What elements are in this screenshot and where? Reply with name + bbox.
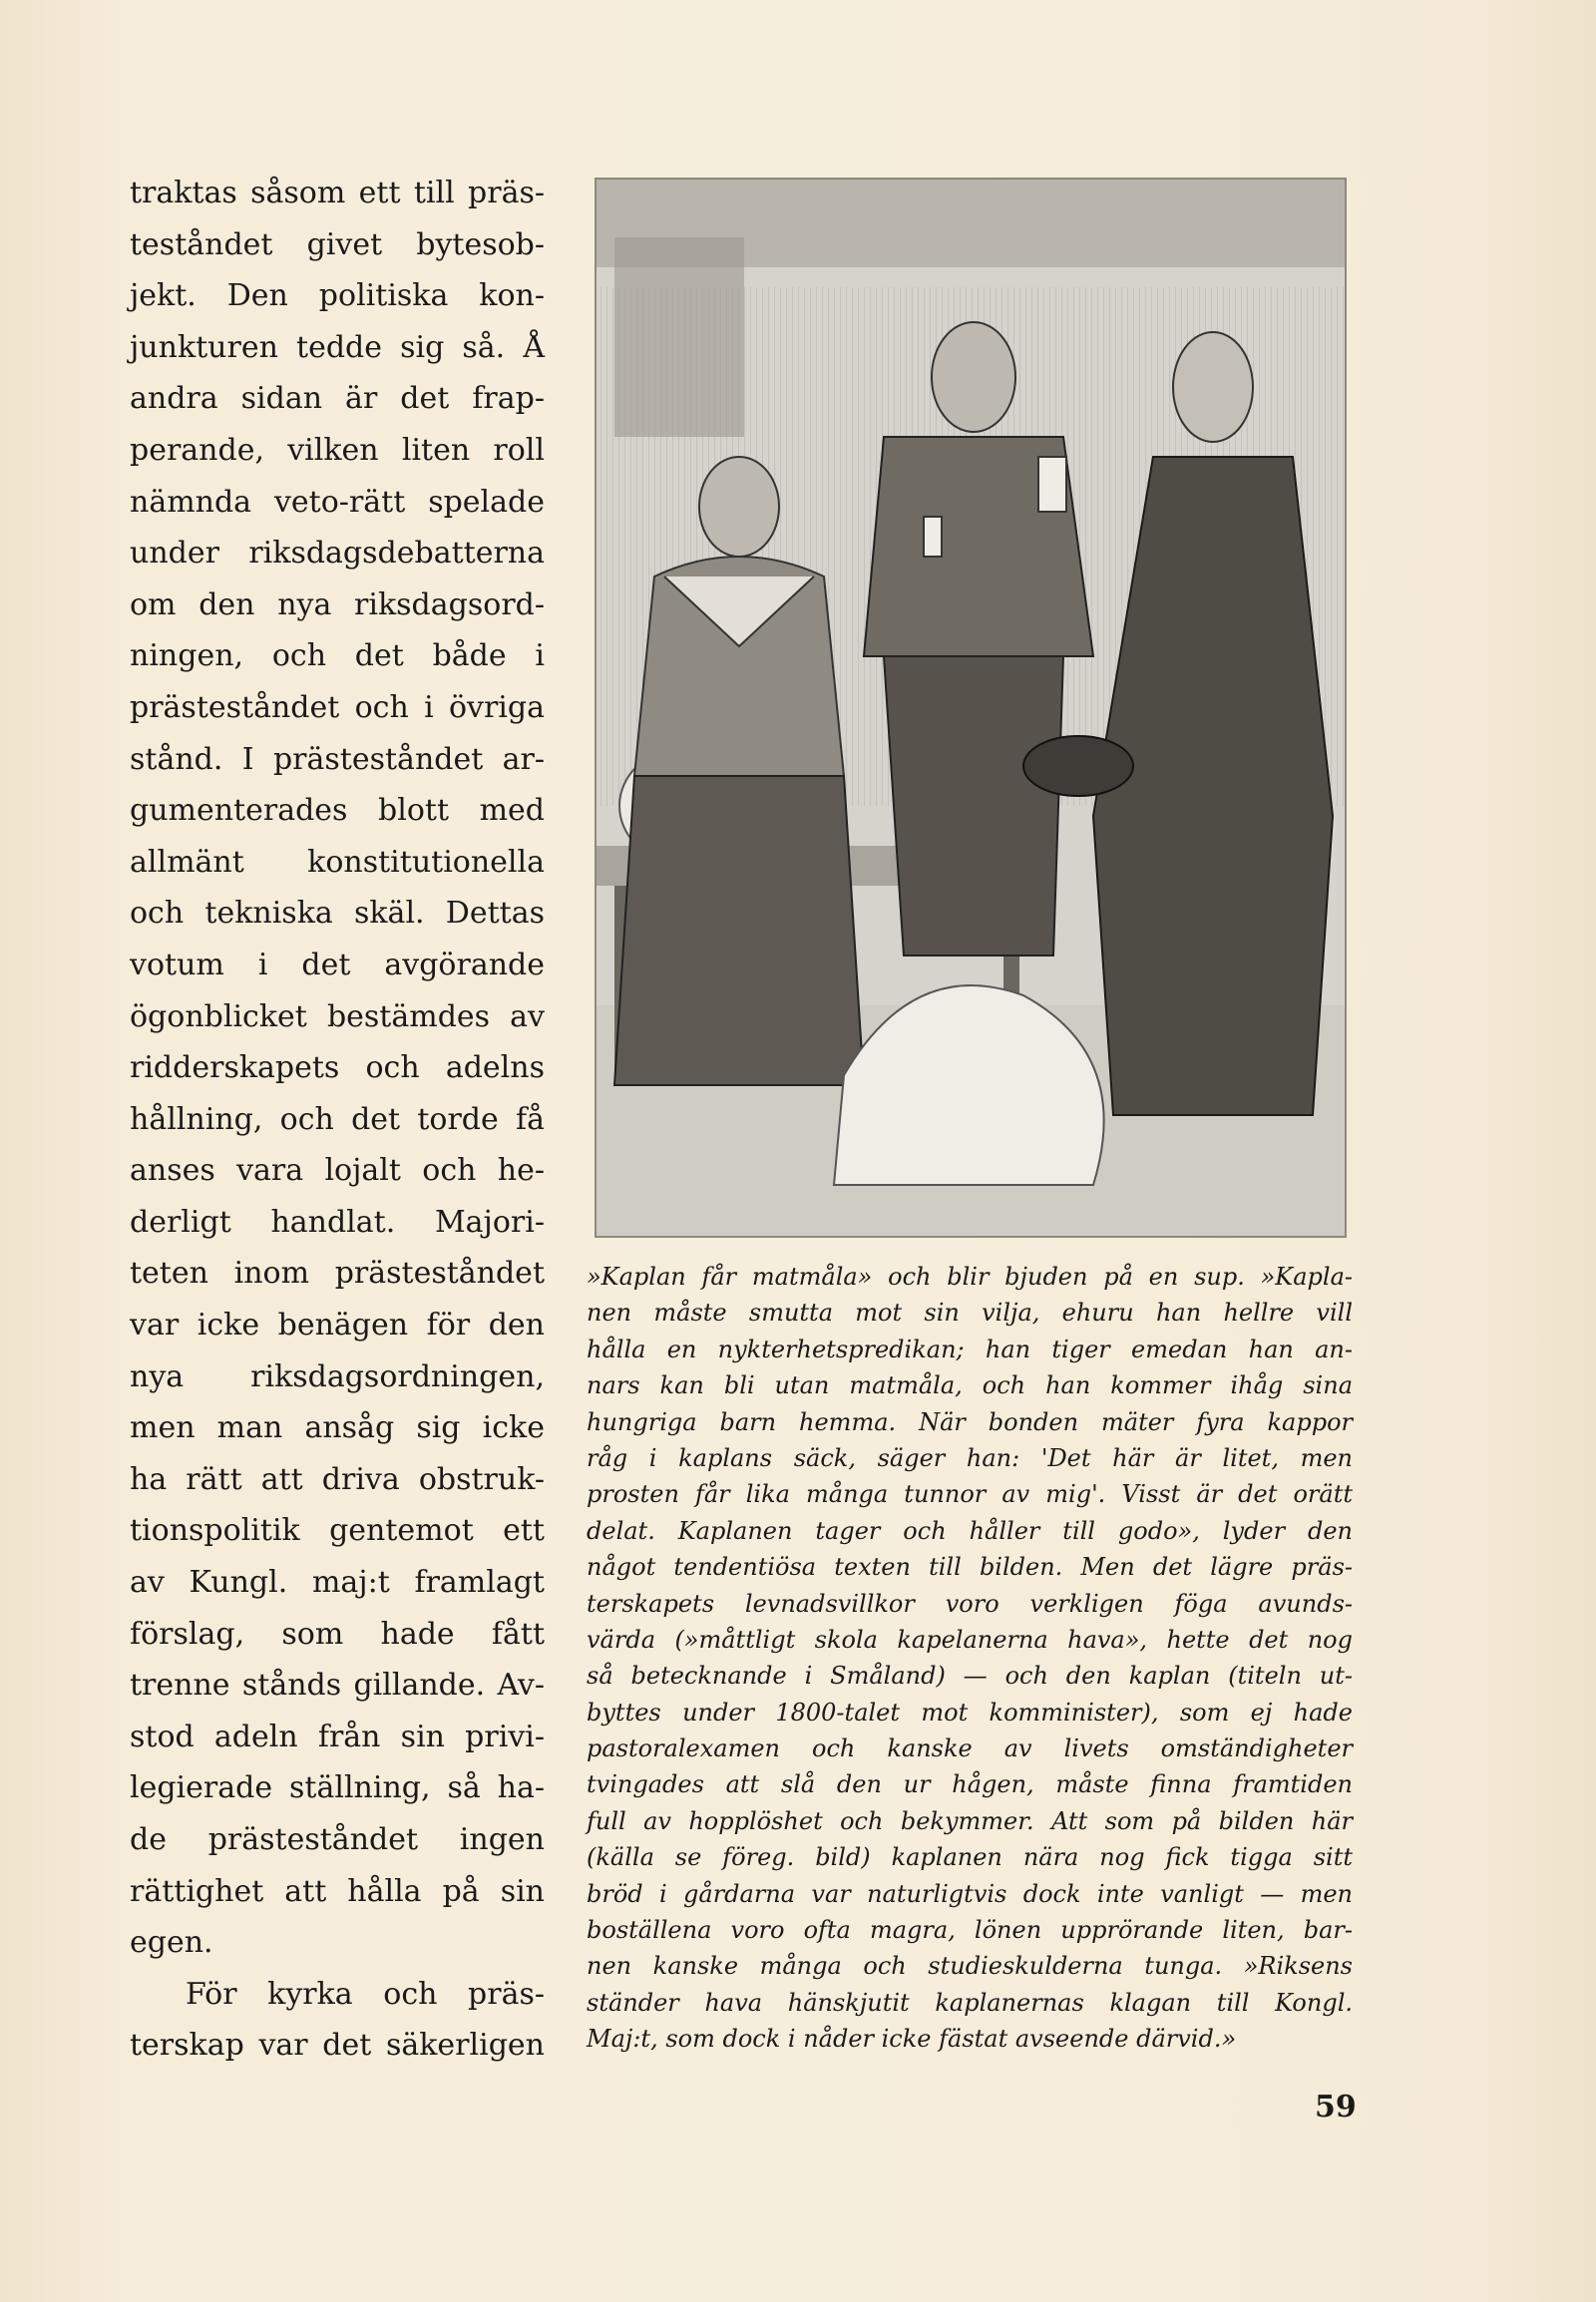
- body-line: votum i det avgörande: [130, 947, 545, 982]
- body-line: nämnda veto-rätt spelade: [130, 484, 545, 520]
- body-line: om den nya riksdagsord-: [130, 586, 545, 622]
- caption-line: delat. Kaplanen tager och håller till godo», lyder den: [587, 1516, 1353, 1545]
- body-line: under riksdagsdebatterna: [130, 536, 545, 572]
- body-line: anses vara lojalt och he-: [130, 1153, 545, 1189]
- caption-line: så betecknande i Småland) — och den kaplan (titeln ut-: [587, 1662, 1353, 1691]
- body-line: terskap var det säkerligen: [130, 2028, 545, 2064]
- body-line: junkturen tedde sig så. Å: [130, 329, 545, 365]
- caption-line: byttes under 1800-talet mot komminister), som ej hade: [587, 1698, 1353, 1726]
- body-line: andra sidan är det frap-: [130, 381, 545, 417]
- body-line: legierade ställning, så ha-: [130, 1770, 545, 1806]
- body-line: ögonblicket bestämdes av: [130, 998, 545, 1034]
- bottle: [1038, 457, 1066, 512]
- body-line: men man ansåg sig icke: [130, 1410, 545, 1446]
- caption-line: råg i kaplans säck, säger han: 'Det här är litet, men: [587, 1443, 1353, 1472]
- body-line: ningen, och det både i: [130, 638, 545, 674]
- caption-line: prosten får lika många tunnor av mig'. Visst är det orätt: [587, 1480, 1353, 1509]
- caption-line: tvingades att slå den ur hågen, måste finna framtiden: [587, 1770, 1353, 1799]
- body-line: prästeståndet och i övriga: [130, 689, 545, 725]
- body-line: perande, vilken liten roll: [130, 432, 545, 468]
- body-line: stod adeln från sin privi-: [130, 1719, 545, 1754]
- body-line: egen.: [130, 1925, 213, 1961]
- body-text-column: [130, 168, 545, 2072]
- body-line: ridderskapets och adelns: [130, 1050, 545, 1086]
- body-line: jekt. Den politiska kon-: [130, 278, 545, 314]
- caption-line: nen måste smutta mot sin vilja, ehuru han hellre vill: [587, 1299, 1353, 1328]
- body-line: rättighet att hålla på sin: [130, 1873, 545, 1909]
- hat: [1023, 736, 1133, 796]
- illustration: [595, 178, 1347, 1238]
- body-line: traktas såsom ett till präs-: [130, 176, 545, 210]
- body-line: de prästeståndet ingen: [130, 1822, 545, 1857]
- caption-line: hungriga barn hemma. När bonden mäter fyra kappor: [587, 1407, 1353, 1436]
- body-line: tionspolitik gentemot ett: [130, 1513, 545, 1549]
- caption-line: »Kaplan får matmåla» och blir bjuden på en sup. »Kapla-: [587, 1263, 1353, 1291]
- caption-line: bröd i gårdarna var naturligtvis dock inte vanligt — men: [587, 1879, 1353, 1908]
- illustration-drawing: [595, 178, 1347, 1238]
- page-number: 59: [1315, 2090, 1357, 2124]
- body-line: gumenterades blott med: [130, 793, 545, 829]
- body-line: och tekniska skäl. Dettas: [130, 896, 545, 932]
- body-line: av Kungl. maj:t framlagt: [130, 1565, 545, 1601]
- doorway: [614, 237, 744, 437]
- caption-line: värda (»måttligt skola kapelanerna hava», hette det nog: [587, 1625, 1353, 1654]
- caption-line: något tendentiösa texten till bilden. Men det lägre präs-: [587, 1553, 1353, 1582]
- body-line: teten inom prästeståndet: [130, 1256, 545, 1292]
- body-line: förslag, som hade fått: [130, 1616, 545, 1652]
- figure-caption: [587, 1259, 1353, 2058]
- body-line: teståndet givet bytesob-: [130, 226, 545, 262]
- caption-line: hålla en nykterhetspredikan; han tiger emedan han an-: [587, 1335, 1353, 1363]
- caption-line: full av hopplöshet och bekymmer. Att som på bilden här: [587, 1806, 1353, 1835]
- glass: [924, 517, 942, 557]
- caption-line: ständer hava hänskjutit kaplanernas klagan till Kongl.: [587, 1988, 1353, 2017]
- caption-line: Maj:t, som dock i nåder icke fästat avseende därvid.»: [587, 2025, 1237, 2054]
- body-line: var icke benägen för den: [130, 1308, 545, 1343]
- caption-line: nars kan bli utan matmåla, och han kommer ihåg sina: [587, 1371, 1353, 1400]
- body-line: För kyrka och präs-: [186, 1976, 545, 2012]
- body-line: derligt handlat. Majori-: [130, 1204, 545, 1240]
- caption-line: terskapets levnadsvillkor voro verkligen föga avunds-: [587, 1589, 1353, 1618]
- body-line: allmänt konstitutionella: [130, 844, 545, 880]
- body-line: trenne stånds gillande. Av-: [130, 1668, 545, 1704]
- body-line: ha rätt att driva obstruk-: [130, 1461, 545, 1497]
- caption-line: pastoralexamen och kanske av livets omständigheter: [587, 1734, 1353, 1763]
- caption-line: (källa se föreg. bild) kaplanen nära nog fick tigga sitt: [587, 1843, 1353, 1872]
- caption-line: nen kanske många och studieskulderna tunga. »Riksens: [587, 1952, 1353, 1981]
- body-line: hållning, och det torde få: [130, 1101, 545, 1137]
- body-line: nya riksdagsordningen,: [130, 1358, 545, 1394]
- caption-line: boställena voro ofta magra, lönen upprörande liten, bar-: [587, 1916, 1353, 1945]
- body-line: stånd. I prästeståndet ar-: [130, 741, 545, 777]
